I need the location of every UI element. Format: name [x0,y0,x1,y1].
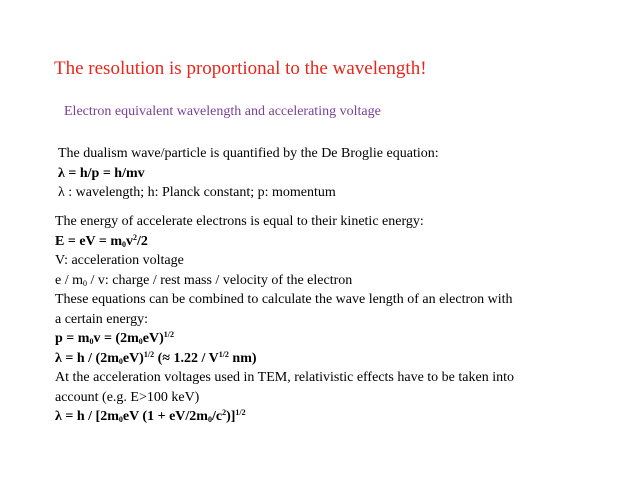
energy-intro-line: The energy of accelerate electrons is equal to their kinetic energy: [55,214,424,229]
de-broglie-block [58,144,439,203]
slide-title: The resolution is proportional to the wavelength! [54,58,427,79]
relativistic-note-line-2: account (e.g. E>100 keV) [55,389,200,405]
energy-block [55,212,514,427]
relativistic-note-line: At the acceleration voltages used in TEM, relativistic effects have to be taken into [55,370,514,385]
kinetic-energy-equation: E = eV = $m_0v^2/2$ [55,232,148,249]
relativistic-wavelength-equation: $\lambda = h / [2m_0eV$ $(1 + eV/2m_0/c^2)]^{1/2}$ [55,408,246,424]
voltage-definition: V: acceleration voltage [55,253,184,268]
slide-subtitle: Electron equivalent wavelength and accelerating voltage [64,104,381,119]
de-broglie-equation: λ = h/p = h/mv [58,165,145,181]
charge-mass-velocity-definition: e / $m_0$ / v: charge / rest mass / velocity of the electron [55,272,353,288]
momentum-equation: $p = m_0v = (2m_0eV)^{1/2}$ [55,330,174,346]
symbol-definitions: λ : wavelength; h: Planck constant; p: momentum [58,185,336,200]
wavelength-equation: $\lambda = h / (2m_0eV)^{1/2}$ (≈ $1.22 / V^{1/2}$ nm) [55,349,257,366]
combine-equations-line: These equations can be combined to calculate the wave length of an electron with [55,292,513,307]
intro-line: The dualism wave/particle is quantified by the De Broglie equation: [58,146,439,161]
combine-equations-line-2: a certain energy: [55,311,149,327]
